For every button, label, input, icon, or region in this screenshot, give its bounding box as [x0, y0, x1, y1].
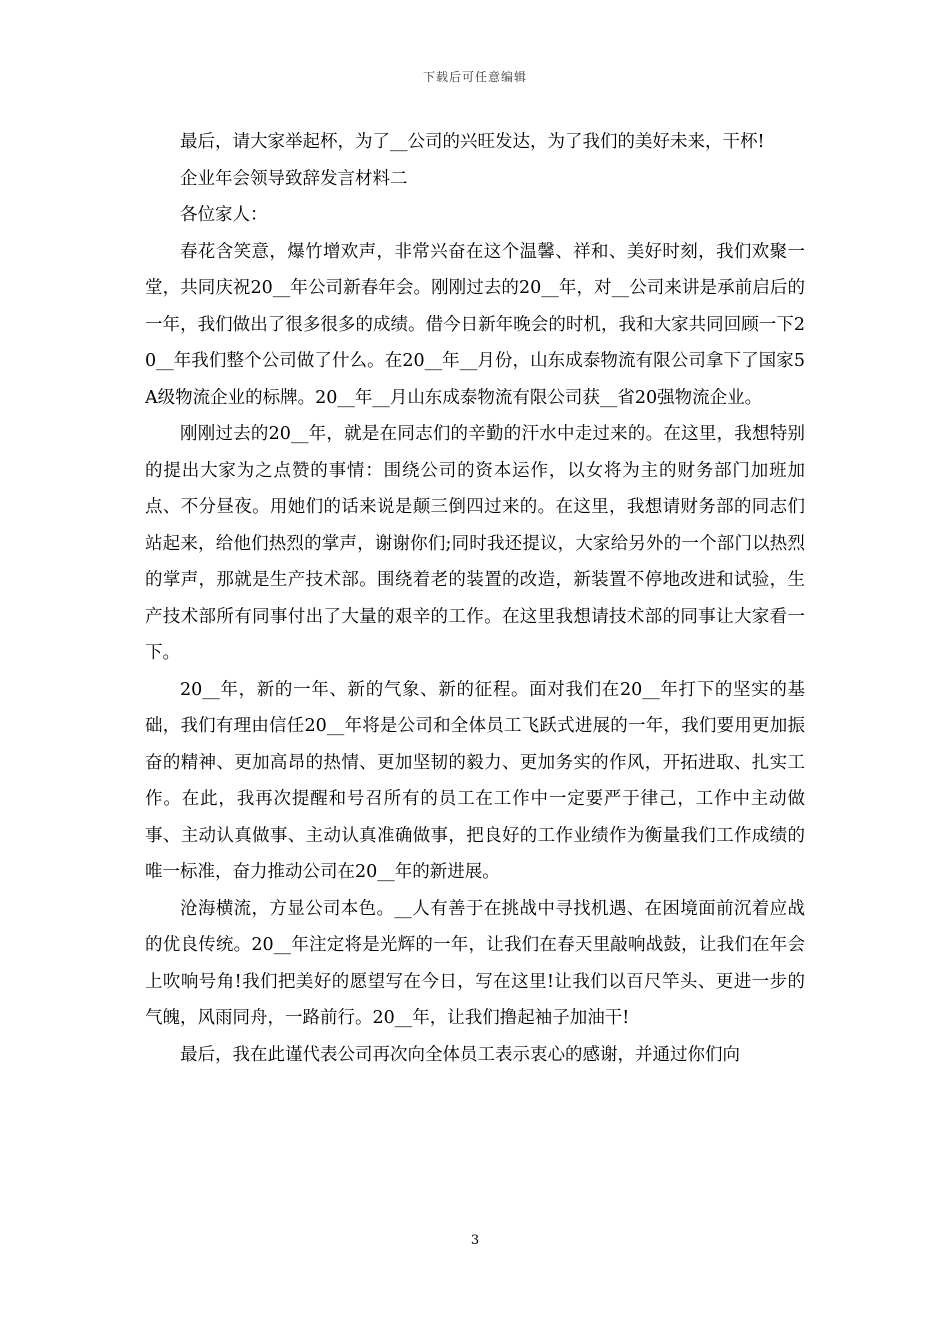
paragraph-opening: 春花含笑意，爆竹增欢声，非常兴奋在这个温馨、祥和、美好时刻，我们欢聚一堂，共同庆祝20__年公司新春年会。刚刚过去的20__年，对__公司来讲是承前启后的一年，我们做出了很多很多的成绩。借今日新年晚会的时机，我和大家共同回顾一下20__年我们整个公司做了什么。在20__年__月份，山东成泰物流有限公司拿下了国家5A级物流企业的标牌。20__年__月山东成泰物流有限公司获__省20强物流企业。 — [145, 241, 805, 408]
paragraph-thanks: 最后，我在此谨代表公司再次向全体员工表示衷心的感谢，并通过你们向 — [180, 1044, 740, 1065]
paragraph-encouragement: 沧海横流，方显公司本色。__人有善于在挑战中寻找机遇、在困境面前沉着应战的优良传统。20__年注定将是光辉的一年，让我们在春天里敲响战鼓，让我们在年会上吹响号角!我们把美好的愿望写在今日，写在这里!让我们以百尺竿头、更进一步的气魄，风雨同舟，一路前行。20__年，让我们撸起袖子加油干! — [145, 898, 805, 1028]
section-title: 企业年会领导致辞发言材料二 — [180, 168, 408, 189]
paragraph-outlook: 20__年，新的一年、新的气象、新的征程。面对我们在20__年打下的坚实的基础，我们有理由信任20__年将是公司和全体员工飞跃式进展的一年，我们要用更加振奋的精神、更加高昂的热情、更加坚韧的毅力、更加务实的作风，开拓进取、扎实工作。在此，我再次提醒和号召所有的员工在工作中一定要严于律己，工作中主动做事、主动认真做事、主动认真准确做事，把良好的工作业绩作为衡量我们工作成绩的唯一标准，奋力推动公司在20__年的新进展。 — [145, 679, 805, 882]
paragraph-review: 刚刚过去的20__年，就是在同志们的辛勤的汗水中走过来的。在这里，我想特别的提出大家为之点赞的事情：围绕公司的资本运作，以女将为主的财务部门加班加点、不分昼夜。用她们的话来说是颠三倒四过来的。在这里，我想请财务部的同志们站起来，给他们热烈的掌声，谢谢你们;同时我还提议，大家给另外的一个部门以热烈的掌声，那就是生产技术部。围绕着老的装置的改造，新装置不停地改进和试验，生产技术部所有同事付出了大量的艰辛的工作。在这里我想请技术部的同事让大家看一下。 — [145, 424, 805, 663]
salutation: 各位家人： — [180, 205, 268, 225]
paragraph-closing-toast: 最后，请大家举起杯，为了__公司的兴旺发达，为了我们的美好未来，干杯! — [180, 132, 765, 152]
page-header: 下载后可任意编辑 — [422, 70, 527, 84]
document-body — [145, 124, 805, 1073]
page-number: 3 — [470, 1233, 480, 1248]
